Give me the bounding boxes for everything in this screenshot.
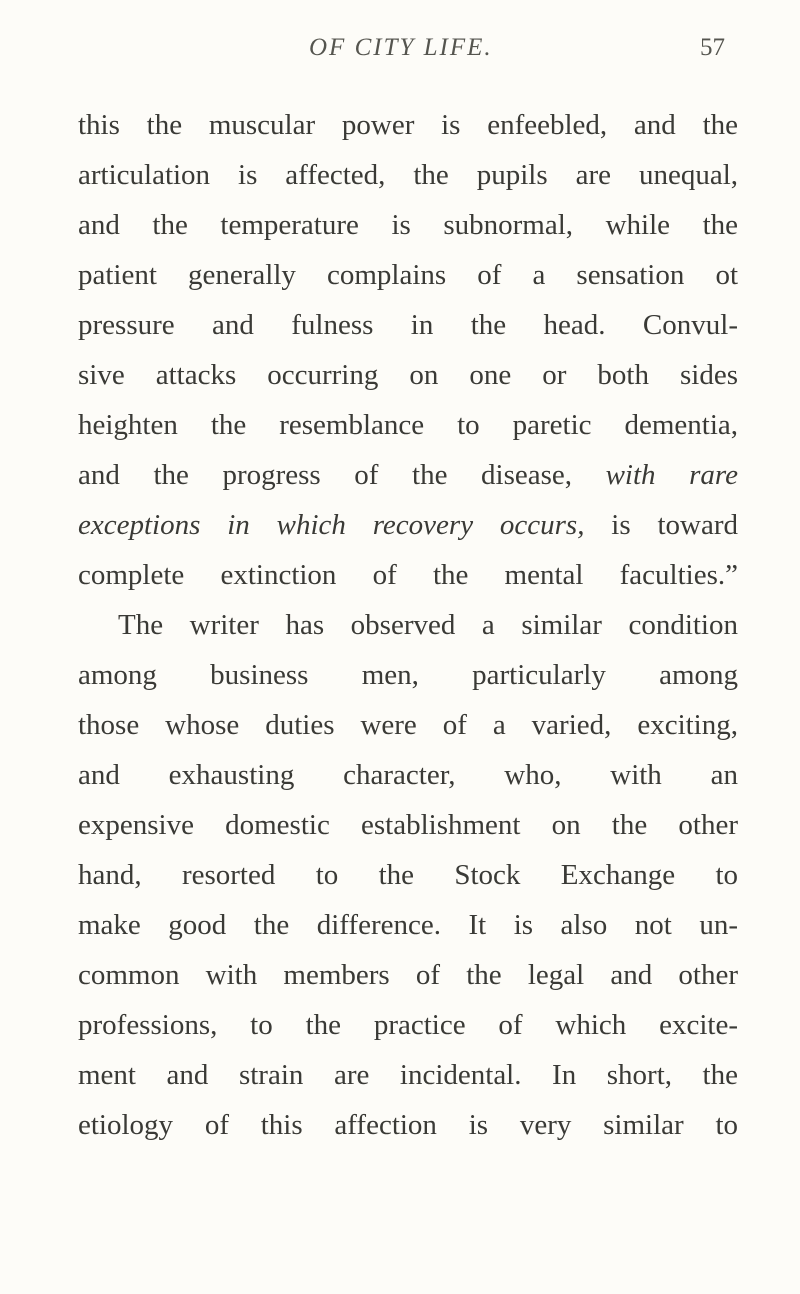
text-span: and the progress of the disease, [78, 459, 606, 491]
text-line: make good the difference. It is also not un- [78, 909, 738, 941]
text-line: articulation is affected, the pupils are unequal, [78, 159, 738, 191]
page-number: 57 [700, 34, 725, 61]
text-line: complete extinction of the mental faculties.” [78, 559, 738, 591]
text-line: pressure and fulness in the head. Convul- [78, 309, 738, 341]
italic-text: with rare [605, 459, 738, 491]
text-line-mixed [78, 450, 738, 500]
text-line: etiology of this affection is very similar to [78, 1109, 738, 1141]
text-line: this the muscular power is enfeebled, and the [78, 109, 738, 141]
text-line: among business men, particularly among [78, 659, 738, 691]
text-line: hand, resorted to the Stock Exchange to [78, 859, 738, 891]
italic-text: exceptions in which recovery occurs, [78, 509, 585, 541]
text-line: expensive domestic establishment on the other [78, 809, 738, 841]
text-line-mixed [78, 500, 738, 550]
text-line: professions, to the practice of which excite- [78, 1009, 738, 1041]
running-title: OF CITY LIFE. [309, 34, 493, 61]
text-line: sive attacks occurring on one or both sides [78, 359, 738, 391]
text-span: is toward [584, 509, 739, 541]
paragraph-start-line: The writer has observed a similar condition [118, 609, 738, 641]
text-line: and the temperature is subnormal, while the [78, 209, 738, 241]
text-line: and exhausting character, who, with an [78, 759, 738, 791]
text-line: common with members of the legal and other [78, 959, 738, 991]
text-line: patient generally complains of a sensation ot [78, 259, 738, 291]
running-head [0, 34, 800, 70]
text-line: ment and strain are incidental. In short, the [78, 1059, 738, 1091]
text-line: those whose duties were of a varied, exciting, [78, 709, 738, 741]
text-line: heighten the resemblance to paretic dementia, [78, 409, 738, 441]
